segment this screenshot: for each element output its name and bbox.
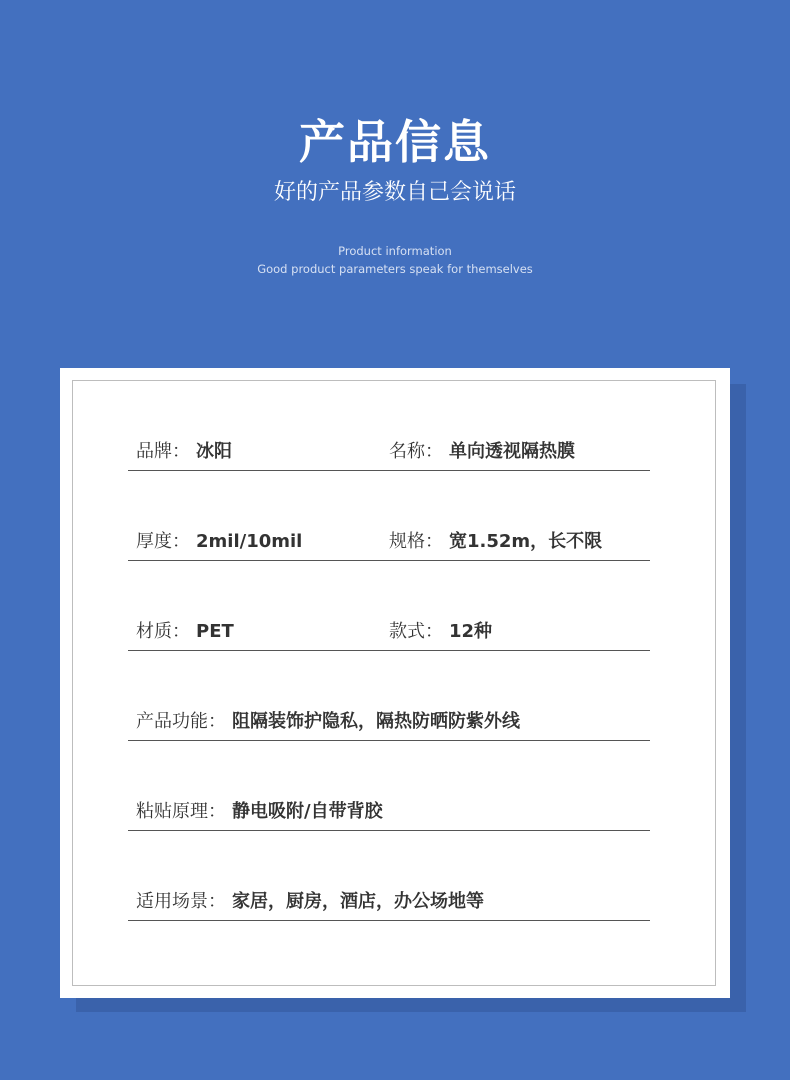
spec-material-value: PET — [196, 621, 234, 642]
spec-row-material-style — [128, 561, 650, 651]
spec-material-label: 材质： — [136, 621, 190, 642]
spec-scene-label: 适用场景： — [136, 891, 226, 912]
spec-style-value: 12种 — [449, 621, 493, 642]
spec-scene-value: 家居，厨房，酒店，办公场地等 — [232, 891, 484, 912]
spec-row-function — [128, 651, 650, 741]
spec-row-scene — [128, 831, 650, 921]
spec-thickness — [136, 531, 302, 553]
spec-function — [136, 711, 520, 733]
spec-principle-label: 粘贴原理： — [136, 801, 226, 822]
english-subtitle: Good product parameters speak for themselves — [257, 262, 533, 276]
spec-size-label: 规格： — [389, 531, 443, 552]
spec-size-value: 宽1.52m，长不限 — [449, 531, 603, 552]
spec-brand — [136, 441, 232, 463]
spec-name — [389, 441, 575, 463]
spec-name-label: 名称： — [389, 441, 443, 462]
page-title: 产品信息 — [299, 115, 491, 169]
spec-card — [60, 368, 730, 998]
spec-card-border — [72, 380, 716, 986]
spec-brand-value: 冰阳 — [196, 441, 232, 462]
english-title: Product information — [338, 244, 452, 258]
spec-thickness-label: 厚度： — [136, 531, 190, 552]
spec-row-thickness-size — [128, 471, 650, 561]
spec-function-value: 阻隔装饰护隐私，隔热防晒防紫外线 — [232, 711, 520, 732]
spec-principle-value: 静电吸附/自带背胶 — [232, 801, 383, 822]
spec-name-value: 单向透视隔热膜 — [449, 441, 575, 462]
spec-principle — [136, 801, 383, 823]
spec-brand-label: 品牌： — [136, 441, 190, 462]
spec-style-label: 款式： — [389, 621, 443, 642]
spec-size — [389, 531, 602, 553]
page-subtitle: 好的产品参数自己会说话 — [273, 180, 516, 205]
spec-scene — [136, 891, 484, 913]
spec-material — [136, 621, 234, 643]
spec-row-brand-name — [128, 381, 650, 471]
spec-row-principle — [128, 741, 650, 831]
spec-style — [389, 621, 492, 643]
spec-thickness-value: 2mil/10mil — [196, 531, 303, 552]
spec-function-label: 产品功能： — [136, 711, 226, 732]
